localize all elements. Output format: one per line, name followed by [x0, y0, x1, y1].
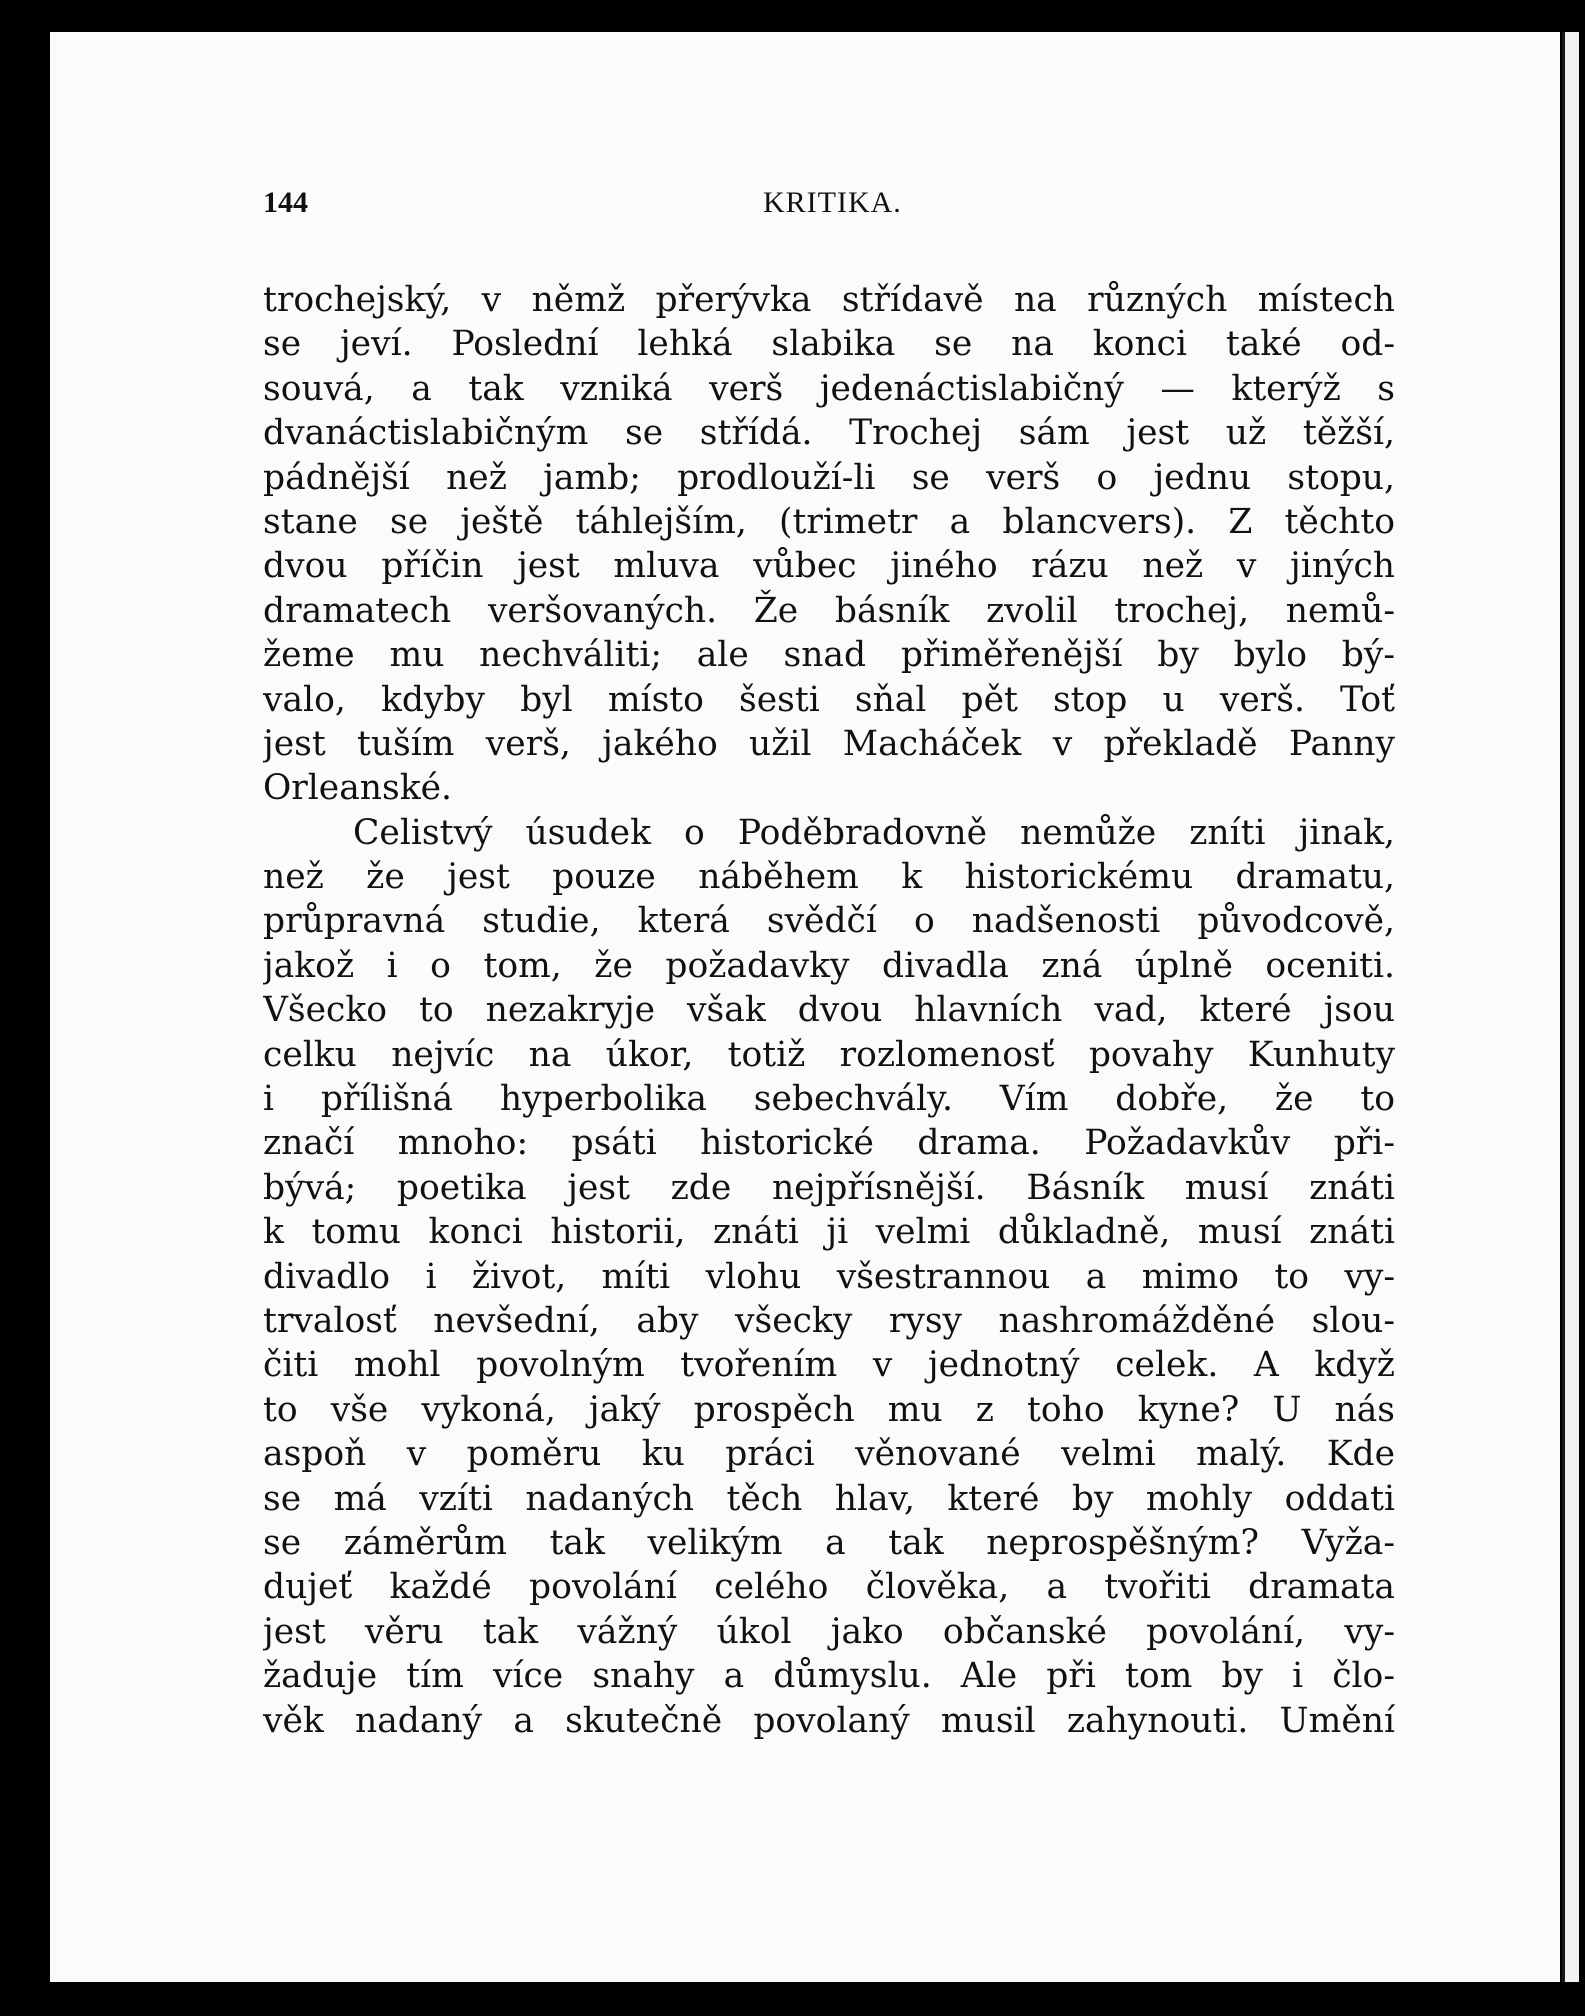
text-line: se má vzíti nadaných těch hlav, které by mohly oddati: [263, 1478, 1395, 1519]
text-line: i přílišná hyperbolika sebechvály. Vím dobře, že to: [263, 1079, 1395, 1120]
text-line: bývá; poetika jest zde nejpřísnější. Básník musí znáti: [263, 1167, 1395, 1208]
text-line: Všecko to nezakryje však dvou hlavních vad, které jsou: [263, 990, 1395, 1031]
text-line: divadlo i život, míti vlohu všestrannou a mimo to vy-: [263, 1256, 1395, 1297]
text-line: k tomu konci historii, znáti ji velmi důkladně, musí znáti: [263, 1212, 1395, 1253]
text-line: se záměrům tak velikým a tak neprospěšným? Vyža-: [263, 1522, 1395, 1563]
text-line: souvá, a tak vzniká verš jedenáctislabičný — kterýž s: [263, 368, 1395, 409]
text-line: dujeť každé povolání celého člověka, a tvořiti dramata: [263, 1567, 1395, 1608]
text-line: průpravná studie, která svědčí o nadšenosti původcově,: [263, 901, 1395, 942]
paragraph-end-line: Orleanské.: [263, 768, 453, 809]
text-line: trochejský, v němž přerývka střídavě na různých místech: [263, 280, 1395, 320]
text-line: to vše vykoná, jaký prospěch mu z toho kyne? U nás: [263, 1389, 1395, 1430]
text-line: dramatech veršovaných. Že básník zvolil trochej, nemů-: [263, 590, 1395, 631]
page-number: 144: [263, 186, 308, 219]
text-line: aspoň v poměru ku práci věnované velmi malý. Kde: [263, 1434, 1395, 1475]
text-line: jest tuším verš, jakého užil Macháček v překladě Panny: [263, 723, 1395, 764]
text-line: věk nadaný a skutečně povolaný musil zahynouti. Umění: [263, 1700, 1395, 1741]
text-line: pádnější než jamb; prodlouží-li se verš o jednu stopu,: [263, 457, 1395, 498]
text-line: jakož i o tom, že požadavky divadla zná úplně oceniti.: [263, 945, 1395, 986]
text-line: se jeví. Poslední lehká slabika se na konci také od-: [263, 324, 1395, 365]
text-line: trvalosť nevšední, aby všecky rysy nashromážděné slou-: [263, 1300, 1395, 1341]
text-line: žeme mu nechváliti; ale snad přiměřenější by bylo bý-: [263, 635, 1395, 676]
text-line: dvou příčin jest mluva vůbec jiného rázu než v jiných: [263, 546, 1395, 587]
page-header: [263, 186, 1393, 230]
next-page-edge: [1565, 32, 1579, 1982]
text-line: čiti mohl povolným tvořením v jednotný celek. A když: [263, 1345, 1395, 1386]
paragraph-start-line: Celistvý úsudek o Poděbradovně nemůže zníti jinak,: [353, 812, 1395, 853]
text-line: dvanáctislabičným se střídá. Trochej sám jest už těžší,: [263, 413, 1395, 454]
text-line: jest věru tak vážný úkol jako občanské povolání, vy-: [263, 1611, 1395, 1652]
text-line: stane se ještě táhlejším, (trimetr a blancvers). Z těchto: [263, 501, 1395, 542]
body-text: [263, 278, 1395, 1743]
text-line: celku nejvíc na úkor, totiž rozlomenosť povahy Kunhuty: [263, 1034, 1395, 1075]
running-head: KRITIKA.: [763, 186, 902, 219]
text-line: značí mnoho: psáti historické drama. Požadavkův při-: [263, 1123, 1395, 1164]
text-line: než že jest pouze náběhem k historickému dramatu,: [263, 857, 1395, 898]
text-line: valo, kdyby byl místo šesti sňal pět stop u verš. Toť: [263, 679, 1395, 720]
text-line: žaduje tím více snahy a důmyslu. Ale při tom by i člo-: [263, 1656, 1395, 1697]
